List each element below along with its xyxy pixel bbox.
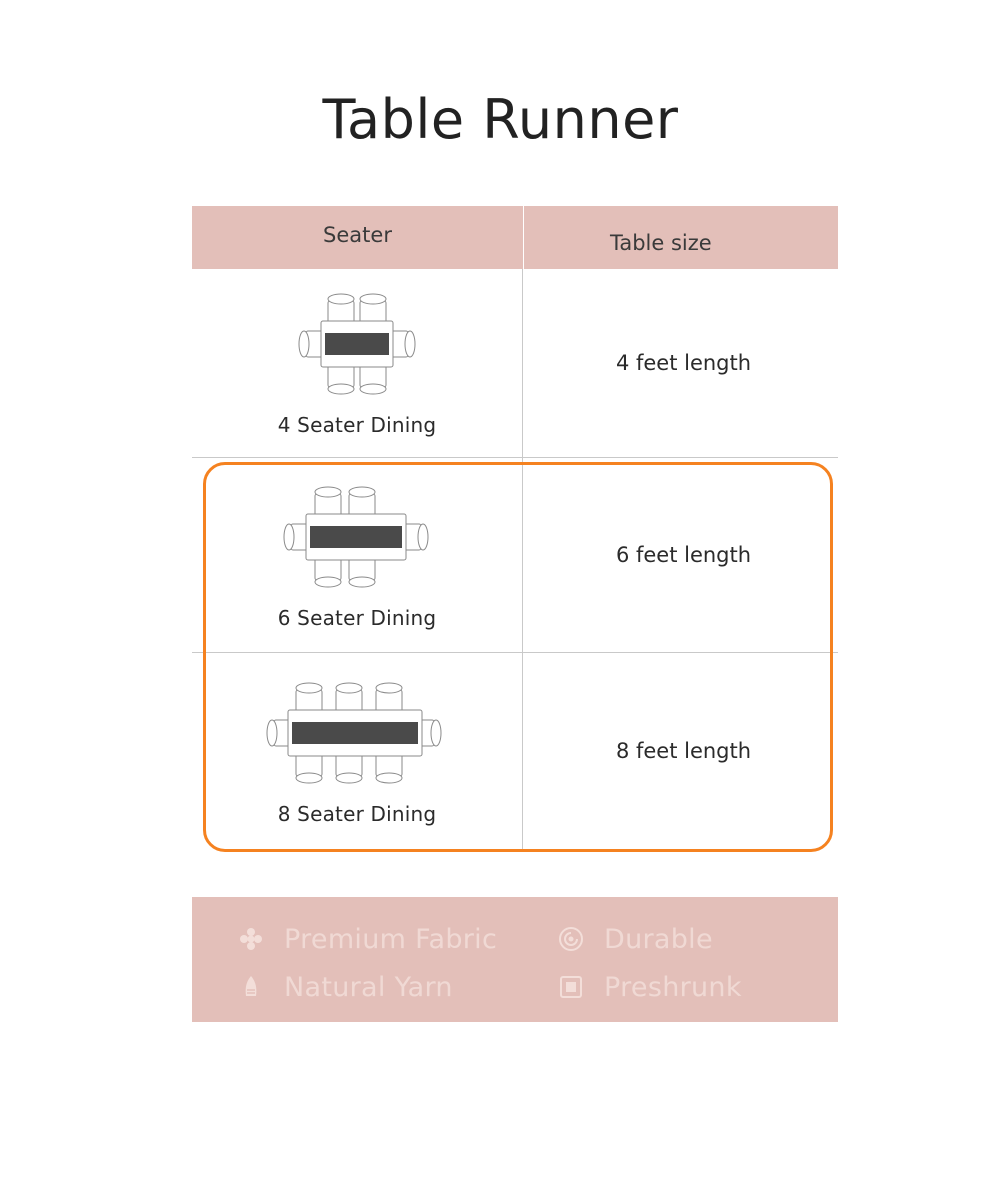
header-cell-seater bbox=[192, 206, 523, 269]
table-header-row bbox=[192, 206, 838, 269]
target-icon bbox=[556, 924, 586, 954]
seater-label: 4 Seater Dining bbox=[277, 413, 437, 437]
dining-table-diagram-8-seater bbox=[264, 676, 450, 788]
page-title: Table Runner bbox=[322, 88, 679, 151]
runner-strip bbox=[310, 526, 402, 548]
shrink-icon bbox=[556, 972, 586, 1002]
feature-label: Durable bbox=[604, 923, 713, 955]
seater-label: 8 Seater Dining bbox=[277, 802, 437, 826]
seater-label: 6 Seater Dining bbox=[277, 606, 437, 630]
cell-seater-diagram-6 bbox=[192, 458, 523, 652]
runner-strip bbox=[325, 333, 389, 355]
table-row bbox=[192, 653, 838, 849]
feature-premium-fabric bbox=[236, 924, 556, 955]
runner-strip bbox=[292, 722, 418, 744]
feature-label: Natural Yarn bbox=[284, 971, 453, 1003]
dining-table-diagram-4-seater bbox=[292, 289, 422, 399]
flower-icon bbox=[236, 924, 266, 954]
dining-table-diagram-6-seater bbox=[279, 480, 435, 592]
cell-seater-diagram-8 bbox=[192, 653, 523, 849]
header-cell-table-size bbox=[523, 206, 838, 269]
size-table bbox=[192, 206, 838, 849]
feature-natural-yarn bbox=[236, 972, 556, 1003]
feature-label: Preshrunk bbox=[604, 971, 742, 1003]
feature-label: Premium Fabric bbox=[284, 923, 498, 955]
cell-table-size: 8 feet length bbox=[615, 739, 752, 763]
features-banner bbox=[192, 897, 838, 1022]
feature-durable bbox=[556, 924, 838, 955]
table-row bbox=[192, 458, 838, 653]
header-label-table-size: Table size bbox=[610, 230, 712, 255]
feature-preshrunk bbox=[556, 972, 838, 1003]
table-row bbox=[192, 269, 838, 458]
cell-seater-diagram-4 bbox=[192, 269, 523, 457]
header-label-seater: Seater bbox=[323, 222, 392, 247]
cell-table-size: 4 feet length bbox=[615, 351, 752, 375]
cell-table-size: 6 feet length bbox=[615, 543, 752, 567]
yarn-icon bbox=[236, 972, 266, 1002]
